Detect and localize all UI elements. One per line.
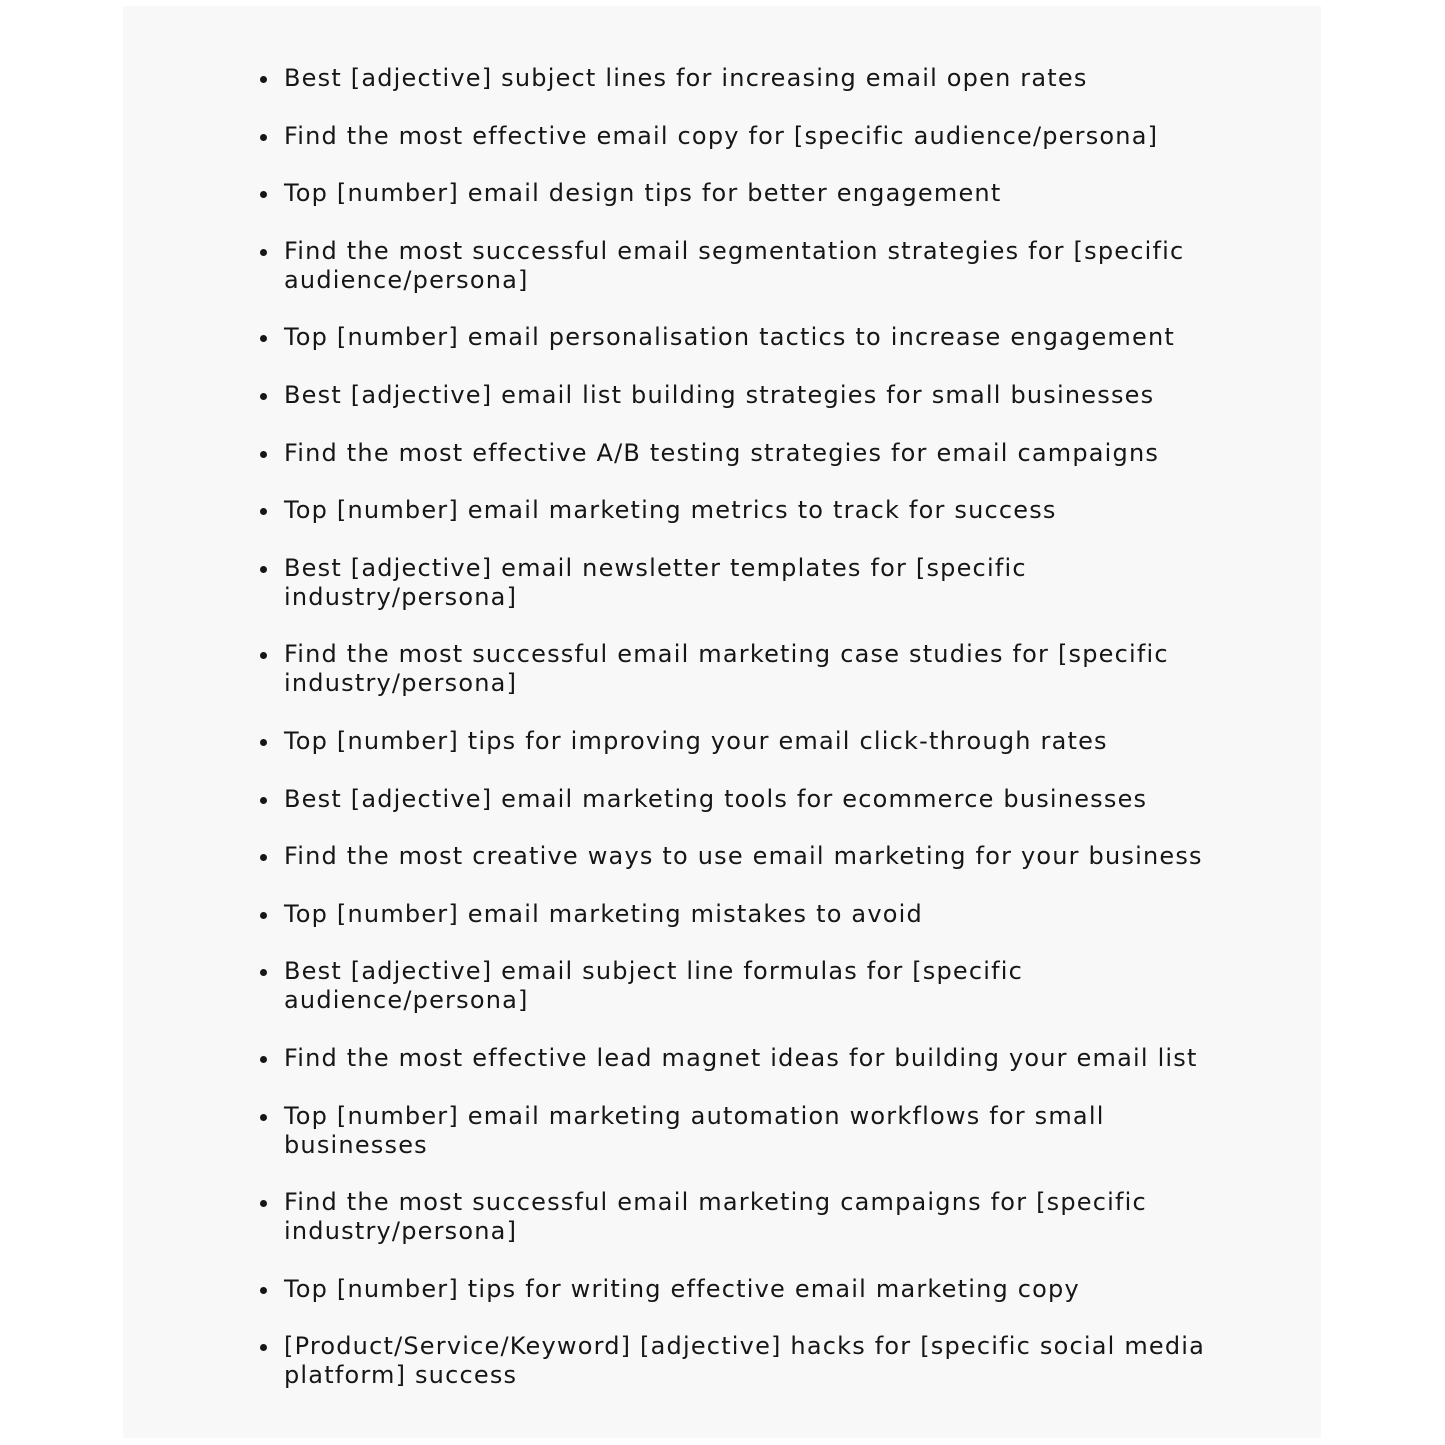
bullet-icon xyxy=(260,76,267,83)
list-item-text: Best [adjective] email list building strategies for small businesses xyxy=(284,380,1155,409)
list-item xyxy=(263,785,1253,814)
list-item xyxy=(263,1044,1253,1073)
list-item xyxy=(263,1332,1253,1390)
bullet-icon xyxy=(260,508,267,515)
list-item-text: Find the most effective lead magnet ideas for building your email list xyxy=(284,1043,1198,1072)
list-item-text: Find the most creative ways to use email marketing for your business xyxy=(284,842,1203,871)
bullet-icon xyxy=(260,652,267,659)
list-item-text: Find the most effective A/B testing strategies for email campaigns xyxy=(284,438,1160,467)
list-item-text: Find the most successful email marketing case studies for [specific industry/persona] xyxy=(284,640,1169,698)
list-item xyxy=(263,1188,1253,1246)
list-item-text: Best [adjective] email subject line formulas for [specific audience/persona] xyxy=(284,957,1024,1015)
bullet-icon xyxy=(260,739,267,746)
list-item-text: Top [number] tips for writing effective email marketing copy xyxy=(284,1274,1080,1303)
prompt-list xyxy=(263,64,1253,1390)
list-item-text: [Product/Service/Keyword] [adjective] hacks for [specific social media platform] success xyxy=(284,1332,1206,1390)
bullet-icon xyxy=(260,451,267,458)
bullet-icon xyxy=(260,1056,267,1063)
list-item xyxy=(263,64,1253,93)
list-item-text: Top [number] email marketing automation workflows for small businesses xyxy=(284,1101,1105,1159)
bullet-icon xyxy=(260,1344,267,1351)
bullet-icon xyxy=(260,566,267,573)
list-item-text: Top [number] tips for improving your email click-through rates xyxy=(284,726,1108,755)
list-item-text: Find the most successful email marketing campaigns for [specific industry/persona] xyxy=(284,1188,1147,1246)
bullet-icon xyxy=(260,969,267,976)
list-item xyxy=(263,439,1253,468)
list-item-text: Find the most successful email segmentation strategies for [specific audience/persona] xyxy=(284,236,1185,294)
list-item xyxy=(263,122,1253,151)
list-item-text: Best [adjective] email marketing tools for ecommerce businesses xyxy=(284,784,1148,813)
bullet-icon xyxy=(260,191,267,198)
bullet-icon xyxy=(260,393,267,400)
bullet-icon xyxy=(260,912,267,919)
list-item-text: Top [number] email marketing mistakes to avoid xyxy=(284,899,923,928)
list-item-text: Best [adjective] email newsletter templates for [specific industry/persona] xyxy=(284,553,1027,611)
document-page xyxy=(123,6,1321,1438)
bullet-icon xyxy=(260,854,267,861)
list-item xyxy=(263,554,1253,612)
list-item xyxy=(263,1102,1253,1160)
bullet-icon xyxy=(260,797,267,804)
bullet-icon xyxy=(260,1114,267,1121)
list-item xyxy=(263,496,1253,525)
bullet-icon xyxy=(260,249,267,256)
list-item xyxy=(263,1275,1253,1304)
list-item xyxy=(263,900,1253,929)
bullet-icon xyxy=(260,134,267,141)
bullet-icon xyxy=(260,335,267,342)
list-item xyxy=(263,179,1253,208)
list-item-text: Top [number] email marketing metrics to track for success xyxy=(284,496,1057,525)
bullet-icon xyxy=(260,1200,267,1207)
list-item xyxy=(263,237,1253,295)
list-item xyxy=(263,727,1253,756)
bullet-icon xyxy=(260,1287,267,1294)
list-item-text: Best [adjective] subject lines for increasing email open rates xyxy=(284,64,1088,92)
list-item xyxy=(263,640,1253,698)
list-item xyxy=(263,381,1253,410)
list-item xyxy=(263,323,1253,352)
list-item-text: Find the most effective email copy for [specific audience/persona] xyxy=(284,121,1159,150)
list-item xyxy=(263,842,1253,871)
list-item xyxy=(263,957,1253,1015)
list-item-text: Top [number] email personalisation tactics to increase engagement xyxy=(284,323,1175,352)
list-item-text: Top [number] email design tips for better engagement xyxy=(284,179,1002,208)
